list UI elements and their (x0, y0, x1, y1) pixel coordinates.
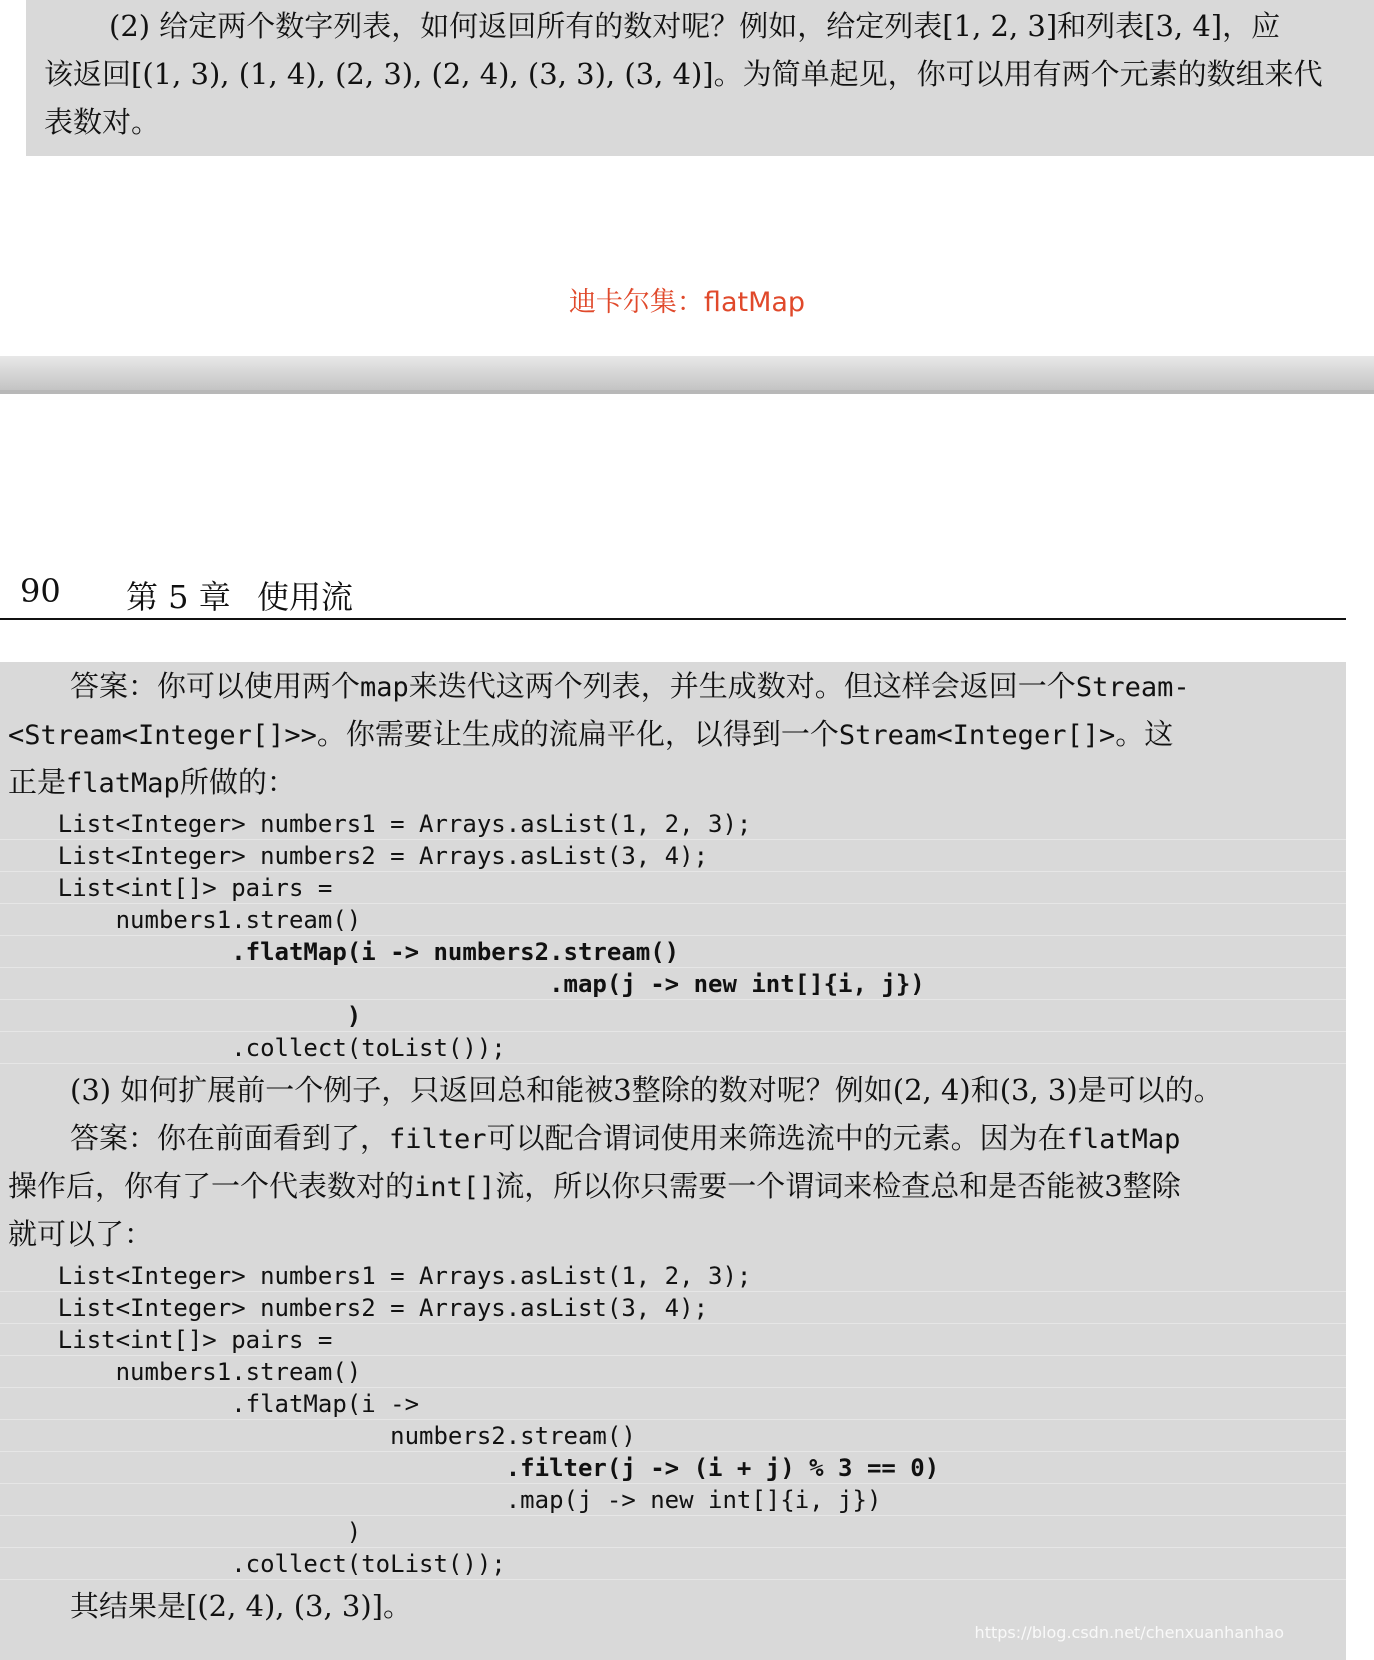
inline-code: map (360, 672, 409, 703)
code-line: numbers1.stream() (0, 904, 1346, 936)
answer-3-text: 可以配合谓词使用来筛选流中的元素。因为在 (486, 1121, 1067, 1155)
question-2-line-3: 表数对。 (44, 105, 161, 139)
inline-code: filter (389, 1124, 487, 1155)
code-line: .flatMap(i -> numbers2.stream() (0, 936, 1346, 968)
answer-2-line-3 (0, 758, 1346, 806)
chapter-title: 使用流 (257, 578, 354, 616)
code-line: .collect(toList()); (0, 1032, 1346, 1064)
question-2-line-2: 该返回[(1, 3), (1, 4), (2, 3), (2, 4), (3, 3), (3, 4)]。为简单起见，你可以用有两个元素的数组来代 (44, 57, 1323, 91)
header-rule (0, 618, 1346, 620)
question-3 (0, 1066, 1346, 1114)
answer-2-text: 所做的： (179, 765, 296, 799)
section-title: 迪卡尔集：flatMap (568, 287, 806, 318)
code-line: numbers2.stream() (0, 1420, 1346, 1452)
answer-2-line-1 (0, 662, 1346, 710)
code-line: List<int[]> pairs = (0, 1324, 1346, 1356)
inline-code: flatMap (66, 768, 180, 799)
answer-2-text: 。你需要让生成的流扁平化，以得到一个 (316, 717, 839, 751)
page-number: 90 (20, 572, 61, 610)
code-line: List<Integer> numbers2 = Arrays.asList(3, 4); (0, 1292, 1346, 1324)
question-2-line-1: (2) 给定两个数字列表，如何返回所有的数对呢？例如，给定列表[1, 2, 3]和列表[3, 4]，应 (109, 9, 1281, 43)
answer-3-text: 就可以了： (8, 1217, 154, 1251)
code-line: ) (0, 1516, 1346, 1548)
code-line: ) (0, 1000, 1346, 1032)
code-line: List<Integer> numbers1 = Arrays.asList(1, 2, 3); (0, 1260, 1346, 1292)
inline-code: <Stream<Integer[]>> (8, 720, 317, 751)
answer-3-line-2 (0, 1162, 1346, 1210)
answer-3-text: 流，所以你只需要一个谓词来检查总和是否能被3整除 (495, 1169, 1181, 1203)
page-separator-shadow (0, 390, 1374, 394)
code-line: List<Integer> numbers2 = Arrays.asList(3, 4); (0, 840, 1346, 872)
chapter-number: 第 5 章 (126, 578, 231, 616)
code-line: numbers1.stream() (0, 1356, 1346, 1388)
code-line: .collect(toList()); (0, 1548, 1346, 1580)
answer-3-line-3 (0, 1210, 1346, 1258)
answer-3-text: 答案：你在前面看到了， (70, 1121, 390, 1155)
inline-code: int[] (414, 1172, 496, 1203)
answer-3-line-1 (0, 1114, 1346, 1162)
answer-2-text: 来迭代这两个列表，并生成数对。但这样会返回一个 (408, 669, 1076, 703)
inline-code: flatMap (1066, 1124, 1181, 1155)
code-line: .flatMap(i -> (0, 1388, 1346, 1420)
code-line: .map(j -> new int[]{i, j}) (0, 968, 1346, 1000)
answer-box (0, 662, 1346, 1660)
answer-2-text: 答案：你可以使用两个 (70, 669, 361, 703)
answer-2-line-2 (0, 710, 1346, 758)
code-line: List<int[]> pairs = (0, 872, 1346, 904)
page-separator (0, 356, 1374, 390)
watermark: https://blog.csdn.net/chenxuanhanhao (974, 1623, 1284, 1642)
result-text: 其结果是[(2, 4), (3, 3)]。 (70, 1589, 412, 1623)
question-2-box (26, 0, 1374, 156)
inline-code: Stream- (1075, 672, 1190, 703)
answer-2-text: 。这 (1115, 717, 1174, 751)
question-3-text: (3) 如何扩展前一个例子，只返回总和能被3整除的数对呢？例如(2, 4)和(3, 3)是可以的。 (70, 1073, 1223, 1107)
code-line: .filter(j -> (i + j) % 3 == 0) (0, 1452, 1346, 1484)
answer-2-text: 正是 (8, 765, 67, 799)
answer-3-text: 操作后，你有了一个代表数对的 (8, 1169, 415, 1203)
inline-code: Stream<Integer[]> (838, 720, 1116, 751)
code-line: List<Integer> numbers1 = Arrays.asList(1, 2, 3); (0, 808, 1346, 840)
code-line: .map(j -> new int[]{i, j}) (0, 1484, 1346, 1516)
